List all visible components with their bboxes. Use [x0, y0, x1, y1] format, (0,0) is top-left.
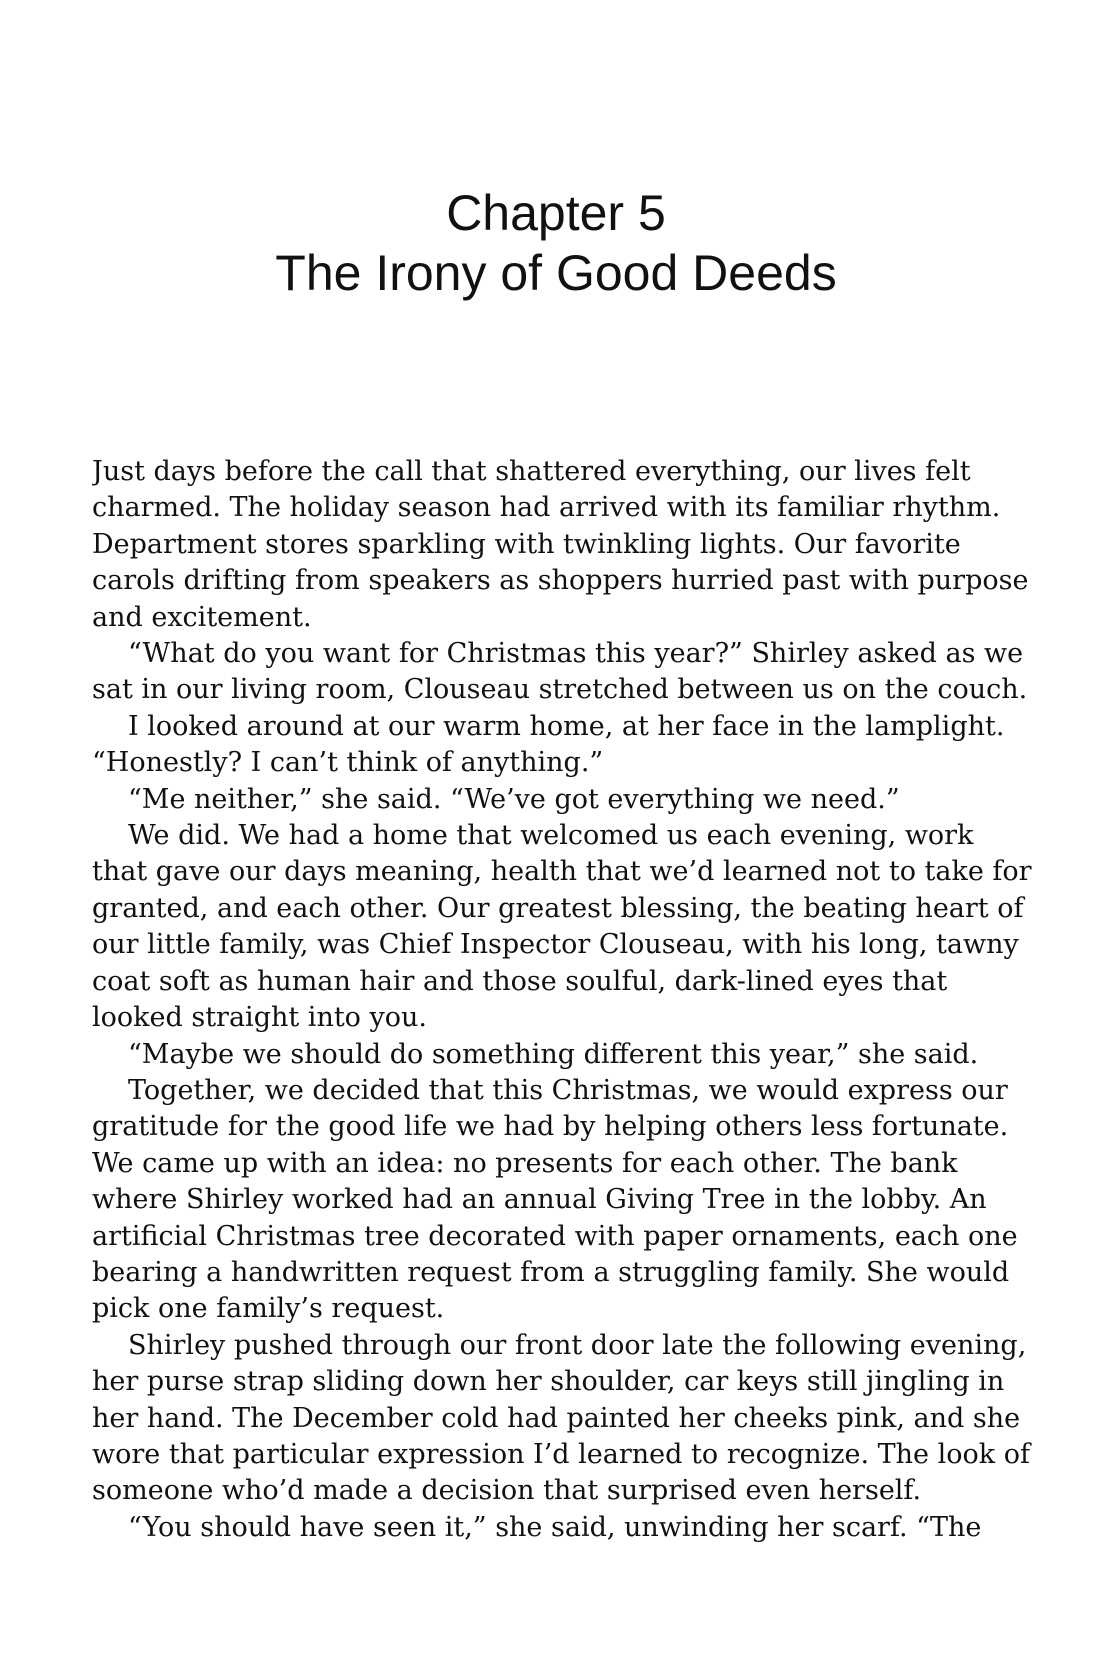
text-line: Just days before the call that shattered everything, our lives felt: [92, 456, 971, 487]
chapter-heading: [0, 183, 1112, 303]
text-line: bearing a handwritten request from a struggling family. She would: [92, 1256, 1010, 1288]
text-line: We did. We had a home that welcomed us each evening, work: [128, 820, 974, 852]
text-line: “What do you want for Christmas this year?” Shirley asked as we: [128, 638, 1024, 670]
text-line: charmed. The holiday season had arrived with its familiar rhythm.: [92, 492, 1001, 524]
text-line: Together, we decided that this Christmas, we would express our: [128, 1074, 1008, 1106]
text-line: “Me neither,” she said. “We’ve got everything we need.”: [128, 783, 900, 815]
text-line: coat soft as human hair and those soulful, dark-lined eyes that: [92, 965, 948, 997]
text-line: granted, and each other. Our greatest blessing, the beating heart of: [92, 892, 1024, 924]
text-line: wore that particular expression I’d learned to recognize. The look of: [92, 1438, 1030, 1470]
text-line: our little family, was Chief Inspector Clouseau, with his long, tawny: [92, 929, 1019, 961]
text-line: someone who’d made a decision that surprised even herself.: [92, 1475, 922, 1507]
text-line: pick one family’s request.: [92, 1293, 445, 1325]
chapter-title: The Irony of Good Deeds: [275, 245, 837, 301]
text-line: sat in our living room, Clouseau stretched between us on the couch.: [92, 674, 1028, 706]
text-line: her hand. The December cold had painted her cheeks pink, and she: [92, 1402, 1021, 1434]
text-line: We came up with an idea: no presents for each other. The bank: [92, 1147, 958, 1179]
text-line: her purse strap sliding down her shoulder, car keys still jingling in: [92, 1366, 1005, 1398]
text-line: Department stores sparkling with twinkling lights. Our favorite: [92, 528, 961, 560]
text-line: “Maybe we should do something different this year,” she said.: [128, 1038, 979, 1070]
text-line: “You should have seen it,” she said, unwinding her scarf. “The: [128, 1511, 982, 1543]
text-line: Shirley pushed through our front door late the following evening,: [128, 1329, 1027, 1361]
text-line: artificial Christmas tree decorated with paper ornaments, each one: [92, 1220, 1018, 1252]
body-text: [92, 454, 1052, 1546]
text-line: where Shirley worked had an annual Giving Tree in the lobby. An: [92, 1184, 987, 1216]
text-line: gratitude for the good life we had by helping others less fortunate.: [92, 1111, 1009, 1143]
text-line: I looked around at our warm home, at her face in the lamplight.: [128, 710, 1005, 742]
text-line: that gave our days meaning, health that we’d learned not to take for: [92, 856, 1032, 888]
text-line: carols drifting from speakers as shoppers hurried past with purpose: [92, 565, 1029, 597]
text-line: looked straight into you.: [92, 1002, 427, 1034]
text-line: “Honestly? I can’t think of anything.”: [92, 747, 604, 779]
text-line: and excitement.: [92, 601, 312, 633]
chapter-number: Chapter 5: [446, 185, 666, 241]
